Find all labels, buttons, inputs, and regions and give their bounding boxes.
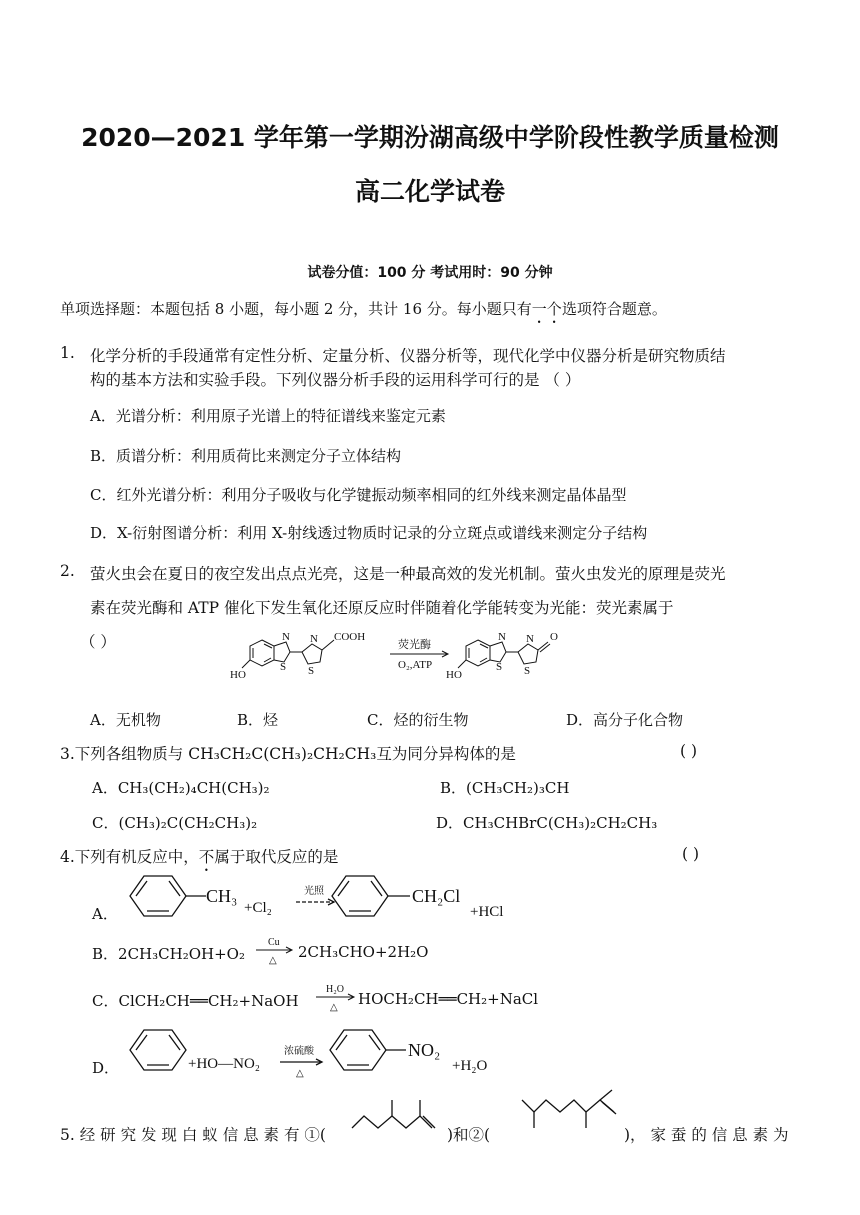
section-intro-suffix: 选项符合题意。 <box>561 300 667 318</box>
q1-option-b: B．质谱分析：利用质荷比来测定分子立体结构 <box>90 447 402 465</box>
benzene-ring <box>130 1030 186 1070</box>
q1-option-d: D．X-衍射图谱分析：利用 X-射线透过物质时记录的分立斑点或谱线来测定分子结构 <box>90 524 648 542</box>
q1-number: 1. <box>60 344 75 362</box>
nitro-group: NO₂ <box>408 1040 441 1060</box>
arrow-catalyst: Cu <box>268 937 280 948</box>
hcl-product: +HCl <box>470 904 504 920</box>
q2-option-a: A．无机物 <box>90 711 161 729</box>
section-intro <box>60 298 667 327</box>
atom-s: S <box>496 661 503 673</box>
arrow-catalyst-top: 荧光酶 <box>398 639 431 651</box>
product-benzene-ring <box>466 640 490 666</box>
q4-stem-emphasis: 不 <box>198 848 215 866</box>
atom-s: S <box>308 665 315 677</box>
exam-title-line2: 高二化学试卷 <box>354 177 505 206</box>
benzyl-chloride-benzene-ring <box>332 876 388 916</box>
arrow-catalyst: 浓硫酸 <box>284 1046 314 1057</box>
q4-option-b-arrow <box>254 932 296 966</box>
chloromethyl-group: CH₂Cl <box>412 886 461 906</box>
product-ho: HO <box>446 669 462 681</box>
q4-option-b-right: 2CH₃CHO+2H₂O <box>298 943 429 961</box>
arrow-catalyst-bottom: O₂,ATP <box>398 659 433 671</box>
reactant-ho: HO <box>230 669 246 681</box>
q3-stem: 3.下列各组物质与 CH₃CH₂C(CH₃)₂CH₂CH₃互为同分异构体的是 <box>60 745 516 763</box>
water-product: +H₂O <box>452 1058 488 1074</box>
atom-n: N <box>282 631 290 643</box>
arrow-heat: △ <box>269 955 277 966</box>
q2-option-c: C．烃的衍生物 <box>367 711 469 729</box>
q4-option-c-right: HOCH₂CH══CH₂+NaCl <box>358 990 539 1008</box>
exam-title-line1: 2020—2021 学年第一学期汾湖高级中学阶段性教学质量检测 <box>81 123 779 152</box>
methyl-group: CH₃ <box>206 886 238 906</box>
q5-stem-part3: )， 家 蚕 的 信 息 素 为 <box>624 1126 789 1144</box>
q4-option-d-label: D． <box>92 1059 120 1077</box>
q4-option-d-scheme <box>126 1022 526 1084</box>
q5-termite-pheromone-2 <box>518 1090 622 1138</box>
q1-option-c: C．红外光谱分析：利用分子吸收与化学键振动频率相同的红外线来测定晶体晶型 <box>90 486 627 504</box>
q4-option-a-label: A． <box>92 905 118 923</box>
atom-s: S <box>280 661 287 673</box>
q4-option-c-left: C．ClCH₂CH══CH₂+NaOH <box>92 992 299 1010</box>
product-carbonyl-o: O <box>550 631 558 643</box>
q2-number: 2. <box>60 562 75 580</box>
toluene-benzene-ring <box>130 876 186 916</box>
atom-n: N <box>526 633 534 645</box>
q2-luciferin-scheme <box>230 624 590 686</box>
q1-option-a: A．光谱分析：利用原子光谱上的特征谱线来鉴定元素 <box>90 407 446 425</box>
reactant-cooh: COOH <box>334 631 366 643</box>
q4-answer-paren: ( ) <box>682 845 700 863</box>
q1-stem-line1: 化学分析的手段通常有定性分析、定量分析、仪器分析等，现代化学中仪器分析是研究物质结 <box>90 347 726 365</box>
q1-stem-line2: 构的基本方法和实验手段。下列仪器分析手段的运用科学可行的是 （ ） <box>90 371 581 389</box>
arrow-heat: △ <box>296 1068 304 1079</box>
reactant-benzene-ring <box>250 640 274 666</box>
arrow-condition: 光照 <box>304 886 324 897</box>
q4-option-b-left: B．2CH₃CH₂OH+O₂ <box>92 945 245 963</box>
q4-option-a-scheme <box>126 868 526 928</box>
atom-n: N <box>498 631 506 643</box>
atom-n: N <box>310 633 318 645</box>
q4-stem-suffix: 属于取代反应的是 <box>214 848 339 866</box>
q2-answer-paren: （ ） <box>80 633 116 651</box>
q2-stem-line1: 萤火虫会在夏日的夜空发出点点光亮，这是一种最高效的发光机制。萤火虫发光的原理是荧光 <box>90 565 726 583</box>
q2-option-d: D．高分子化合物 <box>566 711 684 729</box>
atom-s: S <box>524 665 531 677</box>
q2-option-b: B．烃 <box>237 711 279 729</box>
q4-option-c-arrow <box>314 979 358 1013</box>
nitrobenzene-benzene-ring <box>330 1030 386 1070</box>
q3-option-c: C．(CH₃)₂C(CH₂CH₃)₂ <box>92 814 258 832</box>
q2-stem-line2: 素在荧光酶和 ATP 催化下发生氧化还原反应时伴随着化学能转变为光能：荧光素属于 <box>90 599 674 617</box>
section-intro-prefix: 单项选择题：本题包括 8 小题，每小题 2 分，共计 16 分。每小题只有 <box>60 300 532 318</box>
section-intro-emphasis: 一个 <box>531 300 562 318</box>
exam-meta: 试卷分值：100 分 考试用时：90 分钟 <box>307 265 553 281</box>
nitric-acid-reagent: +HO—NO₂ <box>188 1056 261 1072</box>
q3-answer-paren: ( ) <box>680 742 698 760</box>
chlorine-reagent: +Cl₂ <box>244 900 272 916</box>
q5-stem-part1: 5. 经 研 究 发 现 白 蚁 信 息 素 有 ①( <box>60 1126 326 1144</box>
arrow-heat: △ <box>330 1002 338 1013</box>
q5-termite-pheromone-1 <box>348 1094 438 1138</box>
q3-option-a: A．CH₃(CH₂)₄CH(CH₃)₂ <box>92 779 270 797</box>
arrow-solvent: H₂O <box>326 984 344 995</box>
q5-stem-part2: )和②( <box>447 1126 491 1144</box>
q3-option-b: B．(CH₃CH₂)₃CH <box>440 779 570 797</box>
q4-stem-prefix: 4.下列有机反应中， <box>60 848 199 866</box>
q3-option-d: D．CH₃CHBrC(CH₃)₂CH₂CH₃ <box>436 814 658 832</box>
